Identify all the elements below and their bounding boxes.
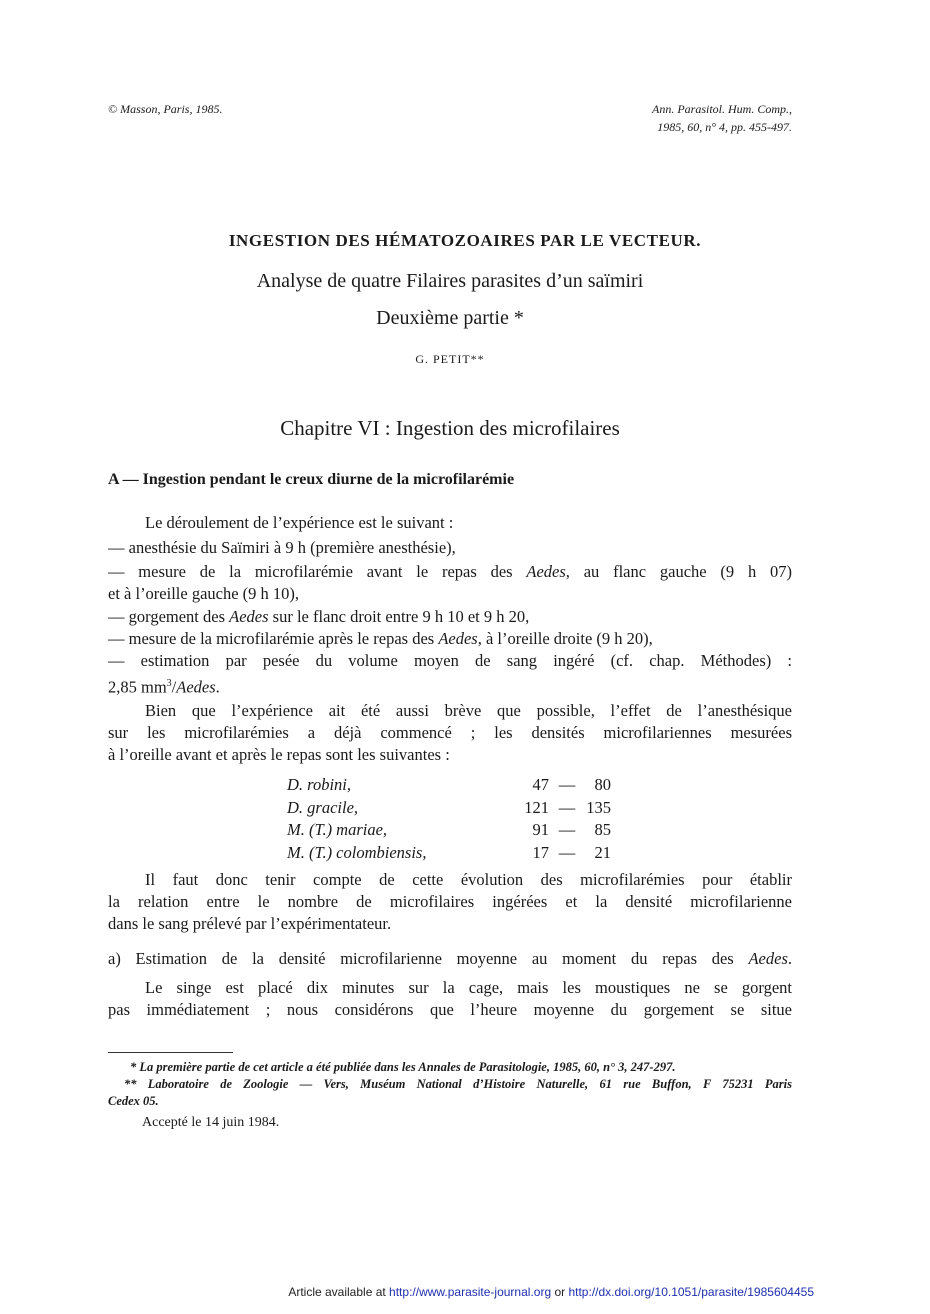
article-title: INGESTION DES HÉMATOZOAIRES PAR LE VECTEUR. <box>228 231 702 250</box>
text-line: la relation entre le nombre de microfilaires ingérées et la densité microfilarienne <box>108 892 792 911</box>
density-after: 85 <box>594 820 611 840</box>
copyright-line: © Masson, Paris, 1985. <box>108 102 223 116</box>
journal-citation-line1: Ann. Parasitol. Hum. Comp., <box>651 102 792 116</box>
species-name: M. (T.) mariae, <box>287 820 388 840</box>
density-before: 17 <box>532 842 549 862</box>
species-name: D. gracile, <box>287 797 359 817</box>
dash: — <box>558 775 576 795</box>
list-item: — mesure de la microfilarémie avant le repas des Aedes, au flanc gauche (9 h 07) <box>108 562 793 581</box>
chapter-heading: Chapitre VI : Ingestion des microfilaires <box>280 416 620 440</box>
list-item: — mesure de la microfilarémie après le repas des Aedes, à l’oreille droite (9 h 20), <box>108 629 653 648</box>
footnote-2-continued: Cedex 05. <box>108 1094 159 1108</box>
dash: — <box>558 797 576 817</box>
doi-link[interactable]: http://dx.doi.org/10.1051/parasite/1985604455 <box>568 1285 814 1299</box>
density-after: 135 <box>586 797 611 817</box>
journal-link[interactable]: http://www.parasite-journal.org <box>389 1285 552 1299</box>
author: G. PETIT** <box>415 352 485 366</box>
density-table <box>287 774 611 864</box>
footnote-divider <box>108 1052 233 1053</box>
density-before: 47 <box>532 775 549 795</box>
list-item: — estimation par pesée du volume moyen de sang ingéré (cf. chap. Méthodes) : <box>108 651 792 670</box>
text-line: 2,85 $mm^3$/Aedes. <box>108 677 220 697</box>
text-line: sur les microfilarémies a déjà commencé ; les densités microfilariennes mesurées <box>108 723 792 742</box>
text-line: et à l’oreille gauche (9 h 10), <box>108 584 300 603</box>
text-line: dans le sang prélevé par l’expérimentateur. <box>108 914 392 933</box>
text-line: pas immédiatement ; nous considérons que l’heure moyenne du gorgement se situe <box>108 1000 792 1019</box>
section-heading: A — Ingestion pendant le creux diurne de la microfilarémie <box>108 471 515 488</box>
density-row <box>287 842 611 865</box>
species-name: D. robini, <box>287 775 352 795</box>
text-line: Le singe est placé dix minutes sur la cage, mais les moustiques ne se gorgent <box>145 978 792 997</box>
text-line: Le déroulement de l’expérience est le suivant : <box>145 513 454 532</box>
density-row <box>287 774 611 797</box>
journal-citation-line2: 1985, 60, n° 4, pp. 455-497. <box>657 120 792 134</box>
accepted-date: Accepté le 14 juin 1984. <box>142 1115 280 1130</box>
density-before: 121 <box>524 797 549 817</box>
density-after: 21 <box>594 842 611 862</box>
footnote-2: ** Laboratoire de Zoologie — Vers, Muséum National d’Histoire Naturelle, 61 rue Buffon, F 75231 Paris <box>124 1077 792 1091</box>
dash: — <box>558 842 576 862</box>
text-line: Il faut donc tenir compte de cette évolution des microfilarémies pour établir <box>145 870 792 889</box>
species-name: M. (T.) colombiensis, <box>287 842 427 862</box>
text-line: Bien que l’expérience ait été aussi brève que possible, l’effet de l’anesthésique <box>145 701 792 720</box>
availability-prefix: Article available at <box>288 1285 390 1299</box>
subsection-estimation: a) Estimation de la densité microfilarienne moyenne au moment du repas des Aedes. <box>108 949 792 968</box>
footnote-1: * La première partie de cet article a été publiée dans les Annales de Parasitologie, 1985, 60, n° 3, 247-297. <box>130 1060 676 1074</box>
text-line: à l’oreille avant et après le repas sont les suivantes : <box>108 745 450 764</box>
list-item: — anesthésie du Saïmiri à 9 h (première anesthésie), <box>108 538 456 557</box>
availability-or: or <box>551 1285 569 1299</box>
density-row <box>287 797 611 820</box>
density-after: 80 <box>594 775 611 795</box>
article-subtitle: Analyse de quatre Filaires parasites d’un saïmiri <box>256 270 644 292</box>
density-before: 91 <box>532 820 549 840</box>
dash: — <box>558 820 576 840</box>
density-row <box>287 819 611 842</box>
list-item: — gorgement des Aedes sur le flanc droit entre 9 h 10 et 9 h 20, <box>108 607 530 626</box>
availability-notice <box>0 1285 814 1299</box>
article-part: Deuxième partie * <box>376 307 524 329</box>
